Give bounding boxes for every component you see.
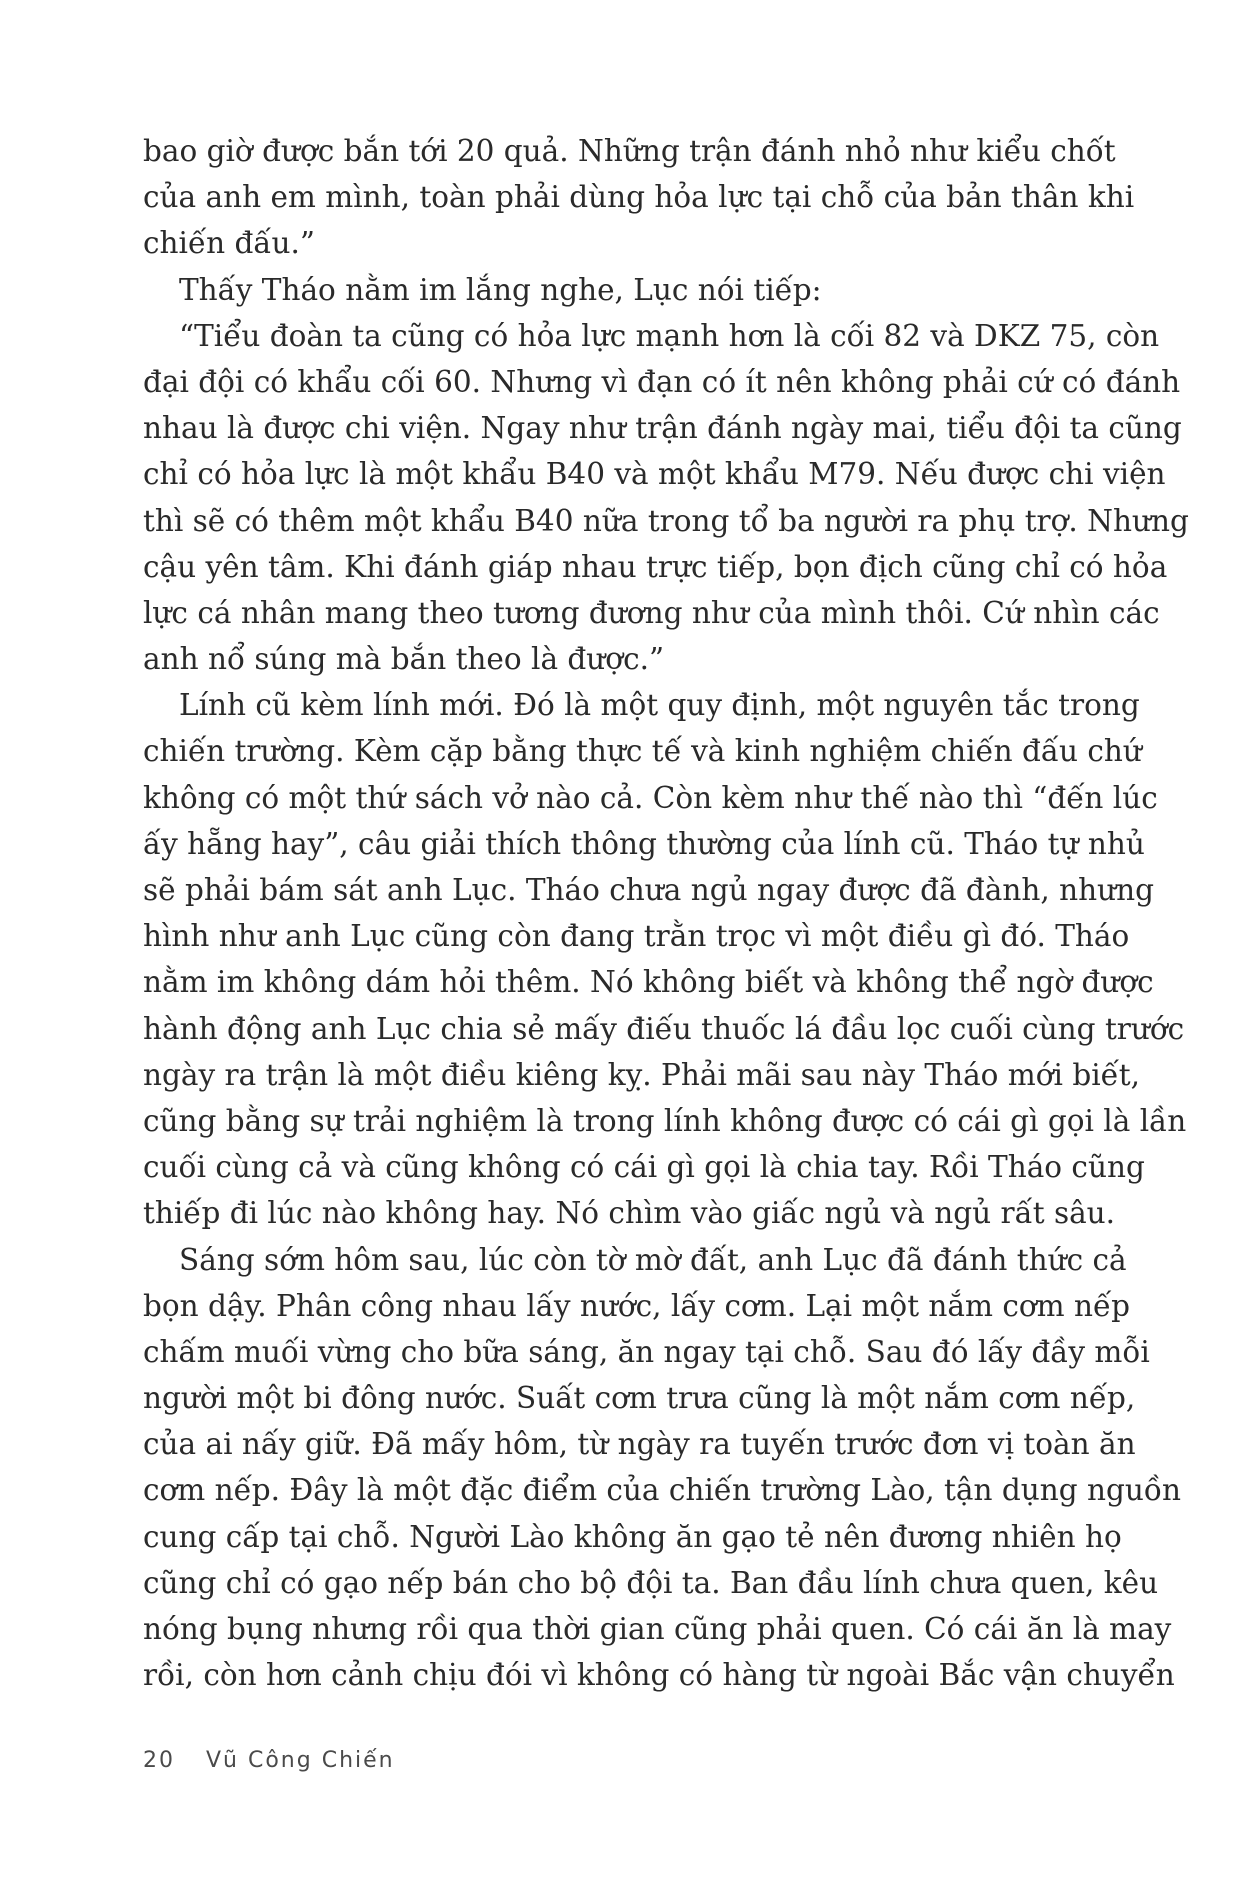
text-line: cũng bằng sự trải nghiệm là trong lính không được có cái gì gọi là lần	[143, 1103, 1187, 1138]
text-line: ấy hẵng hay”, câu giải thích thông thường của lính cũ. Tháo tự nhủ	[143, 826, 1145, 861]
text-line: anh nổ súng mà bắn theo là được.”	[143, 642, 665, 677]
text-line: người một bi đông nước. Suất cơm trưa cũng là một nắm cơm nếp,	[143, 1381, 1136, 1416]
text-line: cũng chỉ có gạo nếp bán cho bộ đội ta. Ban đầu lính chưa quen, kêu	[143, 1565, 1159, 1600]
text-line: thì sẽ có thêm một khẩu B40 nữa trong tổ ba người ra phụ trợ. Nhưng	[143, 503, 1189, 538]
text-line: nóng bụng nhưng rồi qua thời gian cũng phải quen. Có cái ăn là may	[143, 1612, 1172, 1646]
paragraph-start-line: Sáng sớm hôm sau, lúc còn tờ mờ đất, anh Lục đã đánh thức cả	[179, 1242, 1127, 1277]
text-line: hình như anh Lục cũng còn đang trằn trọc vì một điều gì đó. Tháo	[143, 919, 1130, 954]
text-line: của anh em mình, toàn phải dùng hỏa lực tại chỗ của bản thân khi	[143, 180, 1135, 215]
text-line: ngày ra trận là một điều kiêng kỵ. Phải mãi sau này Tháo mới biết,	[143, 1057, 1141, 1092]
paragraph-start-line: Thấy Tháo nằm im lắng nghe, Lục nói tiếp:	[179, 272, 822, 307]
text-line: chiến trường. Kèm cặp bằng thực tế và kinh nghiệm chiến đấu chứ	[143, 734, 1142, 769]
text-line: nhau là được chi viện. Ngay như trận đánh ngày mai, tiểu đội ta cũng	[143, 411, 1182, 446]
paragraph-start-line: “Tiểu đoàn ta cũng có hỏa lực mạnh hơn là cối 82 và DKZ 75, còn	[179, 318, 1160, 353]
text-line: lực cá nhân mang theo tương đương như của mình thôi. Cứ nhìn các	[143, 595, 1160, 630]
text-line: cậu yên tâm. Khi đánh giáp nhau trực tiếp, bọn địch cũng chỉ có hỏa	[143, 549, 1168, 584]
text-line: thiếp đi lúc nào không hay. Nó chìm vào giấc ngủ và ngủ rất sâu.	[143, 1196, 1116, 1231]
text-line: chấm muối vừng cho bữa sáng, ăn ngay tại chỗ. Sau đó lấy đầy mỗi	[143, 1334, 1150, 1369]
text-line: cung cấp tại chỗ. Người Lào không ăn gạo tẻ nên đương nhiên họ	[143, 1519, 1122, 1554]
author-name: Vũ Công Chiến	[206, 1748, 395, 1773]
text-line: đại đội có khẩu cối 60. Nhưng vì đạn có ít nên không phải cứ có đánh	[143, 364, 1181, 399]
text-line: hành động anh Lục chia sẻ mấy điếu thuốc lá đầu lọc cuối cùng trước	[143, 1011, 1185, 1046]
page-number: 20	[143, 1748, 175, 1773]
text-line: không có một thứ sách vở nào cả. Còn kèm như thế nào thì “đến lúc	[143, 780, 1158, 815]
text-line: rồi, còn hơn cảnh chịu đói vì không có hàng từ ngoài Bắc vận chuyển	[143, 1658, 1175, 1693]
text-line: cuối cùng cả và cũng không có cái gì gọi là chia tay. Rồi Tháo cũng	[143, 1150, 1145, 1185]
text-line: cơm nếp. Đây là một đặc điểm của chiến trường Lào, tận dụng nguồn	[143, 1473, 1181, 1508]
text-line: của ai nấy giữ. Đã mấy hôm, từ ngày ra tuyến trước đơn vị toàn ăn	[143, 1427, 1136, 1462]
text-line: bọn dậy. Phân công nhau lấy nước, lấy cơm. Lại một nắm cơm nếp	[143, 1288, 1131, 1323]
body-text	[143, 128, 1189, 1698]
paragraph-start-line: Lính cũ kèm lính mới. Đó là một quy định, một nguyên tắc trong	[179, 688, 1140, 723]
text-line: nằm im không dám hỏi thêm. Nó không biết và không thể ngờ được	[143, 965, 1154, 1000]
text-line: bao giờ được bắn tới 20 quả. Những trận đánh nhỏ như kiểu chốt	[143, 134, 1116, 168]
text-line: chỉ có hỏa lực là một khẩu B40 và một khẩu M79. Nếu được chi viện	[143, 457, 1166, 492]
text-line: sẽ phải bám sát anh Lục. Tháo chưa ngủ ngay được đã đành, nhưng	[143, 873, 1155, 907]
text-line: chiến đấu.”	[143, 226, 315, 261]
page-footer	[143, 1748, 395, 1773]
